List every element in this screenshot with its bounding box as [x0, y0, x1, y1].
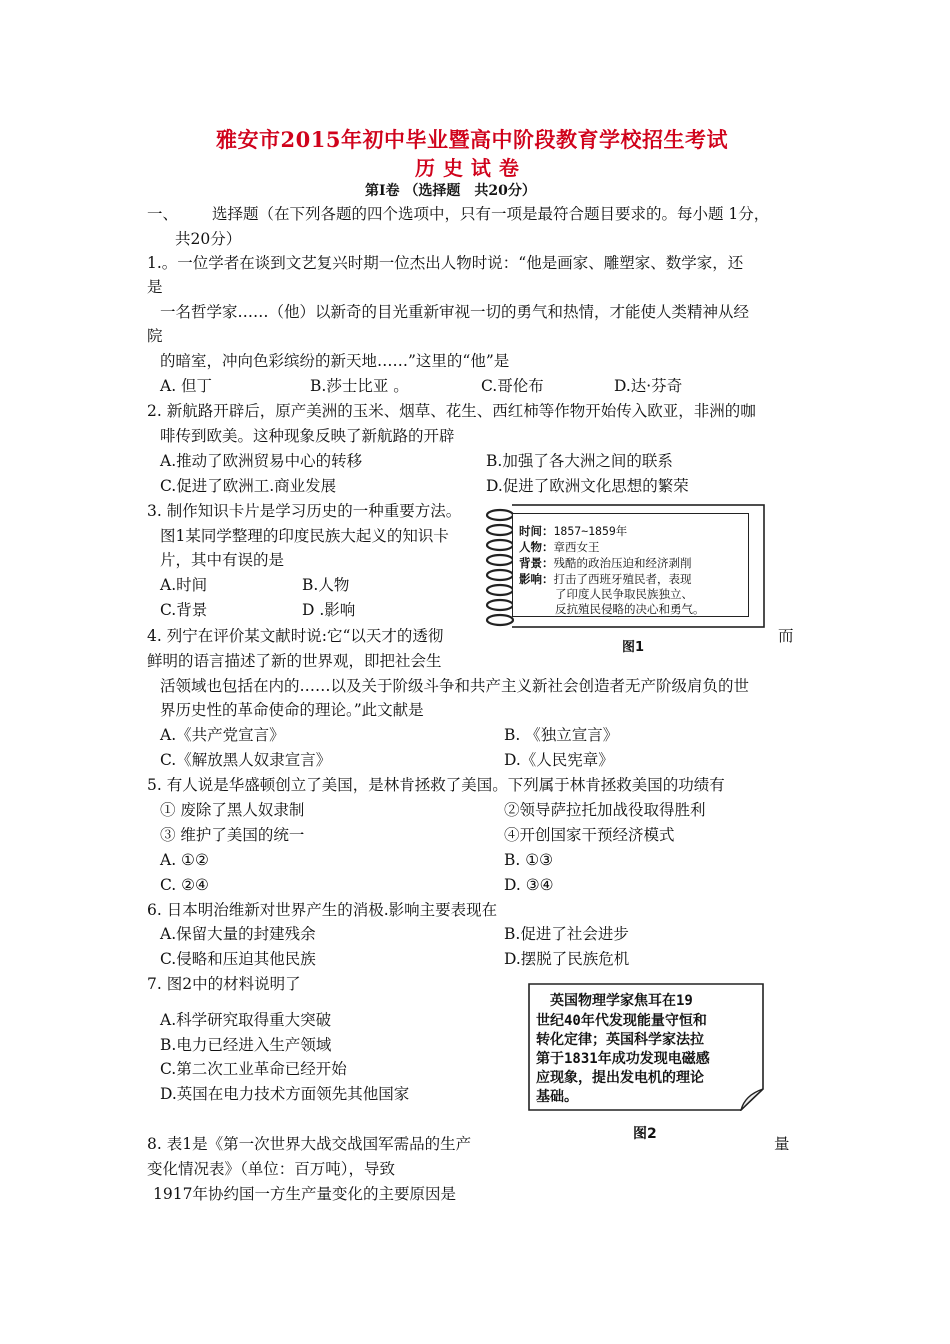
card-effect-line-1: 打击了西班牙殖民者，表现 [553, 572, 692, 586]
exam-title: 雅安市2015年初中毕业暨高中阶段教育学校招生考试 [216, 127, 728, 152]
note-line-4: 第于1831年成功发现电磁感 [536, 1051, 710, 1067]
q8-line-3: 1917年协约国一方生产量变化的主要原因是 [153, 1185, 456, 1203]
note-line-1: 英国物理学家焦耳在19 [536, 993, 693, 1009]
q5-line-1: 5. 有人说是华盛顿创立了美国，是林肯拯救了美国。下列属于林肯拯救美国的功绩有 [147, 776, 725, 794]
note-line-3: 转化定律；英国科学家法拉 [536, 1032, 704, 1048]
card-content-box [512, 513, 749, 617]
q3-option-c: C.背景 [160, 601, 208, 619]
q1-line-4: 院 [147, 327, 163, 345]
figure-1-caption: 图1 [622, 640, 645, 655]
card-person-label: 人物： [519, 540, 554, 554]
q8-line-2: 变化情况表》（单位：百万吨），导致 [147, 1160, 396, 1178]
q1-option-c: C.哥伦布 [481, 377, 544, 395]
q2-option-a: A.推动了欧洲贸易中心的转移 [160, 452, 363, 470]
q4-option-b: B. 《独立宣言》 [504, 726, 619, 744]
card-effect-label: 影响： [519, 572, 554, 586]
q5-item-3: ③ 维护了美国的统一 [160, 826, 305, 844]
q1-option-a: A. 但丁 [160, 377, 213, 395]
q5-item-1: ① 废除了黑人奴隶制 [160, 801, 305, 819]
q7-line-1: 7. 图2中的材料说明了 [147, 975, 301, 993]
card-background-label: 背景： [519, 556, 554, 570]
q7-option-a: A.科学研究取得重大突破 [160, 1011, 332, 1029]
q4-line-2: 鲜明的语言描述了新的世界观，即把社会生 [147, 652, 442, 670]
q3-option-d: D .影响 [302, 601, 356, 619]
q5-item-4: ④开创国家干预经济模式 [504, 826, 675, 844]
q2-line-1: 2. 新航路开辟后，原产美洲的玉米、烟草、花生、西红柿等作物开始传入欧亚，非洲的咖 [147, 402, 756, 420]
q4-line-3: 活领域也包括在内的……以及关于阶级斗争和共产主义新社会创造者无产阶级肩负的世 [160, 677, 750, 695]
q6-option-c: C.侵略和压迫其他民族 [160, 950, 316, 968]
q5-option-a: A. ①② [160, 851, 209, 869]
q7-option-d: D.英国在电力技术方面领先其他国家 [160, 1085, 410, 1103]
instruction-line-1: 选择题（在下列各题的四个选项中，只有一项是最符合题目要求的。每小题 1分， [212, 205, 770, 223]
q6-option-a: A.保留大量的封建残余 [160, 925, 316, 943]
figure-2-note [528, 983, 764, 1111]
q5-option-d: D. ③④ [504, 876, 554, 894]
note-line-2: 世纪40年代发现能量守恒和 [536, 1013, 707, 1029]
instruction-line-2: 共20分） [175, 230, 242, 248]
card-person-value: 章西女王 [553, 540, 600, 554]
q8-line-1: 8. 表1是《第一次世界大战交战国军需品的生产 [147, 1135, 472, 1153]
card-time-label: 时间： [519, 524, 554, 538]
instruction-number: 一、 [147, 205, 179, 223]
figure-2-caption: 图2 [633, 1126, 657, 1142]
q5-option-b: B. ①③ [504, 851, 554, 869]
q3-line-3: 片，其中有误的是 [160, 551, 285, 569]
q6-line-1: 6. 日本明治维新对世界产生的消极.影响主要表现在 [147, 901, 498, 919]
q2-option-c: C.促进了欧洲工.商业发展 [160, 477, 337, 495]
figure-1-knowledge-card [482, 503, 769, 630]
q3-line-1: 3. 制作知识卡片是学习历史的一种重要方法。 [147, 502, 462, 520]
card-effect-line-3: 反抗殖民侵略的决心和勇气。 [555, 602, 705, 616]
q4-option-c: C.《解放黑人奴隶宣言》 [160, 751, 332, 769]
section-heading: 第Ⅰ卷 （选择题 共20分） [365, 183, 536, 199]
q5-option-c: C. ②④ [160, 876, 209, 894]
q4-line-4: 界历史性的革命使命的理论。”此文献是 [160, 701, 424, 719]
q2-line-2: 啡传到欧美。这种现象反映了新航路的开辟 [160, 427, 455, 445]
exam-subtitle: 历 史 试 卷 [415, 156, 520, 180]
q4-line-1: 4. 列宁在评价某文献时说:它“以天才的透彻 [147, 627, 444, 645]
q4-line-1-end: 而 [778, 627, 794, 645]
q8-line-1-end: 量 [774, 1135, 790, 1153]
note-line-5: 应现象，提出发电机的理论 [536, 1070, 704, 1086]
q1-line-2: 是 [147, 278, 163, 296]
q2-option-b: B.加强了各大洲之间的联系 [486, 452, 673, 470]
q2-option-d: D.促进了欧洲文化思想的繁荣 [486, 477, 689, 495]
card-time-value: 1857~1859年 [553, 524, 628, 538]
card-effect-line-2: 了印度人民争取民族独立、 [555, 587, 693, 601]
q7-option-c: C.第二次工业革命已经开始 [160, 1060, 347, 1078]
q1-line-1: 1.。一位学者在谈到文艺复兴时期一位杰出人物时说：“他是画家、雕塑家、数学家，还 [147, 254, 744, 272]
q1-line-3: 一名哲学家……（他）以新奇的目光重新审视一切的勇气和热情，才能使人类精神从经 [160, 303, 750, 321]
q3-option-a: A.时间 [160, 576, 208, 594]
q4-option-a: A.《共产党宣言》 [160, 726, 285, 744]
q1-line-5: 的暗室，冲向色彩缤纷的新天地……”这里的“他”是 [160, 352, 510, 370]
q5-item-2: ②领导萨拉托加战役取得胜利 [504, 801, 706, 819]
q3-line-2: 图1某同学整理的印度民族大起义的知识卡 [160, 527, 449, 545]
card-background-value: 残酷的政治压迫和经济剥削 [553, 556, 692, 570]
q1-option-b: B.莎士比亚 。 [310, 377, 409, 395]
q1-option-d: D.达·芬奇 [614, 377, 683, 395]
q4-option-d: D.《人民宪章》 [504, 751, 614, 769]
q7-option-b: B.电力已经进入生产领域 [160, 1036, 332, 1054]
note-line-6: 基础。 [536, 1089, 578, 1105]
q3-option-b: B.人物 [302, 576, 350, 594]
q6-option-b: B.促进了社会进步 [504, 925, 629, 943]
q6-option-d: D.摆脱了民族危机 [504, 950, 630, 968]
